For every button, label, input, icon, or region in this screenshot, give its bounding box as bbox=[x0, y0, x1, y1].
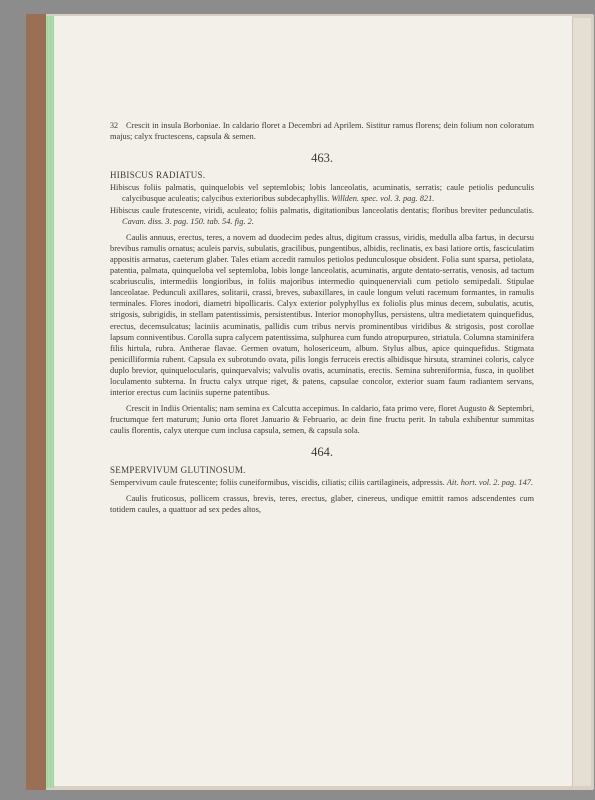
marbled-page-edge bbox=[46, 16, 54, 788]
intro-paragraph: Crescit in insula Borboniae. In caldario floret a Decembri ad Aprilem. Sistitur ramus florens; dein folium non coloratum majus; calyx fructescens, capsula & semen. bbox=[110, 121, 534, 142]
entry-number: 464. bbox=[311, 445, 333, 460]
citation: Willden. spec. vol. 3. pag. 821. bbox=[331, 194, 435, 204]
book-spine-edge bbox=[26, 14, 46, 790]
species-diagnosis bbox=[110, 205, 534, 227]
next-page-edge bbox=[572, 18, 591, 786]
description-paragraph: Caulis annuus, erectus, teres, a novem ad duodecim pedes altus, digitum crassus, viridis, medulla alba fartus, in decursu brevibus ramulis ornatus; aculeis parvis, subulatis, gracilibus, pungentibus, albidis, reclinatis, ex basi latiore ortis, fasciculatim appositis armatus, caeterum glaber. Tales etiam accedit ramulos petiolos pedunculosque obsident. Folia sunt sparsa, petiolata, patentia, palmata, quinqueloba vel septemloba, lobis longe lanceolatis, acuminatis, argute dentato-serratis, venosis, ad tactum scabriusculis, intermediis longioribus, in foliis majoribus intermedio quinquenerviali cum petiolo semipedali. Stipulae lanceolatae. Pedunculi axillares, solitarii, crassi, breves, subaxillares, in caule longum veluti racemum formantes, in ramulis terminales. Flores inodori, diametri bipollicaris. Calyx exterior polyphyllus ex foliolis plus minus decem, subulatis, acutis, strigosis, subrigidis, in stellam patentissimis, persistentibus. Interior monophyllus, persistens, ultra medietatem quinquefidus, erectus, decemsulcatus; laciniis acuminatis, pallidis cum tribus nervis prominentibus viridibus & strigosis, post corollae lapsum conniventibus. Corolla supra calycem patentissima, sulphurea cum fundo atropurpureo, striatula. Columna staminifera filis hirtula, rubra. Antherae flavae. Germen ovatum, holosericeum, album. Stylus albus, apice quinquefidus. Stigmata penicilliformia rubent. Capsula ex subrotundo ovata, pilis longis ferruceis erectis albidisque hirsuta, straminei coloris, calyce duplo brevior, quinquelocularis, quinquevalvis; valvulis ovatis, acuminatis, erectis. Semina subreniformia, fusca, in quolibet loculamento subterna. In fructu calyx utrque riget, & patens, capsulae concolor, exterior suam faum radiantem servans, interior erectus cum laciniis superne patentibus. bbox=[110, 232, 535, 398]
page-content bbox=[110, 120, 534, 515]
diagnosis-text: Sempervivum caule frutescente; foliis cuneiformibus, viscidis, ciliatis; ciliis cartilagineis, adpressis. bbox=[110, 477, 445, 487]
species-diagnosis bbox=[110, 182, 534, 204]
habitat-paragraph: Crescit in Indiis Orientalis; nam semina ex Calcutta accepimus. In caldario, fata primo vere, floret Augusto & Septembri, fructumque fert maturum; Junio orta floret Januario & Februario, ac dein fine fructu perit. In tabula exhibentur summitas caulis florentis, calyx uterque cum inclusa capsula, semen, & capsula sola. bbox=[110, 404, 534, 436]
page-number: 32 bbox=[110, 121, 118, 130]
diagnosis-text: Hibiscus caule frutescente, viridi, aculeato; foliis palmatis, digitationibus lanceolatis dentatis; floribus breviter pedunculatis. bbox=[110, 205, 534, 215]
citation: Ait. hort. vol. 2. pag. 147. bbox=[446, 477, 534, 487]
citation: Cavan. diss. 3. pag. 150. tab. 54. fig. 2. bbox=[122, 216, 254, 226]
entry-number: 463. bbox=[311, 151, 333, 166]
species-heading: HIBISCUS RADIATUS. bbox=[110, 170, 206, 181]
diagnosis-text: Hibiscus foliis palmatis, quinquelobis vel septemlobis; lobis lanceolatis, acuminatis, serratis; caule petiolis pedunculis calycibusque aculeatis; calycibus exterioribus subdecaphyllis. bbox=[110, 183, 534, 204]
species-heading: SEMPERVIVUM GLUTINOSUM. bbox=[110, 464, 246, 475]
description-paragraph: Caulis fruticosus, pollicem crassus, brevis, teres, erectus, glaber, cinereus, undique emittit ramos adscendentes cum totidem caules, a quattuor ad sex pedes altos, bbox=[110, 493, 534, 514]
species-diagnosis bbox=[110, 477, 534, 488]
